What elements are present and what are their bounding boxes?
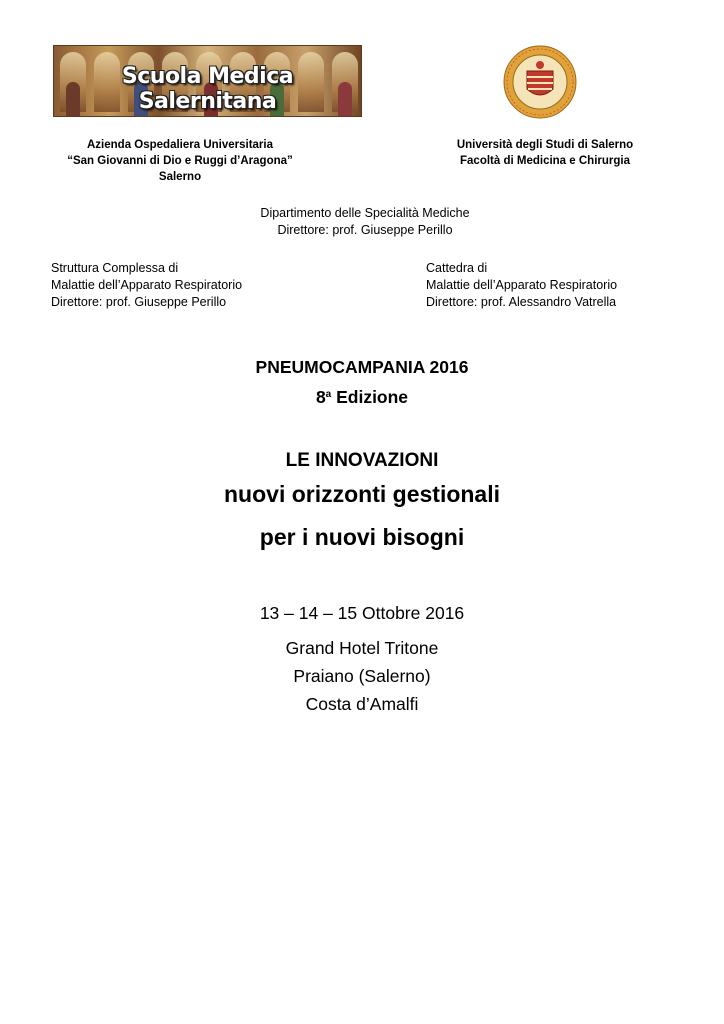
venue-city: Praiano (Salerno)	[293, 666, 431, 686]
venue-area: Costa d’Amalfi	[305, 694, 419, 714]
structure-left-block	[51, 260, 351, 311]
university-name: Università degli Studi di Salerno	[456, 139, 634, 151]
edition-word: Edizione	[331, 387, 409, 407]
structure-right-director: Direttore: prof. Alessandro Vatrella	[426, 295, 617, 309]
department-director: Direttore: prof. Giuseppe Perillo	[277, 223, 453, 237]
theme-subtitle-1: nuovi orizzonti gestionali	[224, 481, 500, 507]
structure-right-type: Cattedra di	[426, 261, 488, 275]
structure-left-name: Malattie dell’Apparato Respiratorio	[51, 278, 243, 292]
event-edition	[0, 382, 724, 412]
structure-left-director: Direttore: prof. Giuseppe Perillo	[51, 295, 227, 309]
venue-block	[0, 634, 724, 718]
edition-number: 8	[315, 387, 326, 407]
hospital-city: Salerno	[158, 171, 202, 183]
university-seal-icon	[503, 45, 577, 119]
structure-right-name: Malattie dell’Apparato Respiratorio	[426, 278, 618, 292]
event-name: PNEUMOCAMPANIA 2016	[255, 357, 469, 377]
hospital-header	[60, 137, 300, 185]
department-name: Dipartimento delle Specialità Mediche	[260, 206, 470, 220]
department-block	[170, 205, 560, 239]
theme-heading: LE INNOVAZIONI	[285, 450, 439, 471]
structure-right-block	[426, 260, 686, 311]
structure-left-type: Struttura Complessa di	[51, 261, 179, 275]
edition-superscript: a	[325, 389, 332, 400]
hospital-name: Azienda Ospedaliera Universitaria	[87, 139, 273, 151]
event-title-block	[0, 352, 724, 412]
scuola-medica-salernitana-banner	[53, 45, 362, 117]
venue-name: Grand Hotel Tritone	[285, 638, 439, 658]
university-header	[420, 137, 670, 169]
banner-title: Scuola Medica Salernitana	[121, 64, 294, 114]
theme-subtitle-2: per i nuovi bisogni	[259, 524, 465, 550]
hospital-subname: “San Giovanni di Dio e Ruggi d’Aragona”	[67, 155, 293, 167]
event-dates: 13 – 14 – 15 Ottobre 2016	[259, 603, 465, 623]
faculty-name: Facoltà di Medicina e Chirurgia	[460, 155, 630, 167]
